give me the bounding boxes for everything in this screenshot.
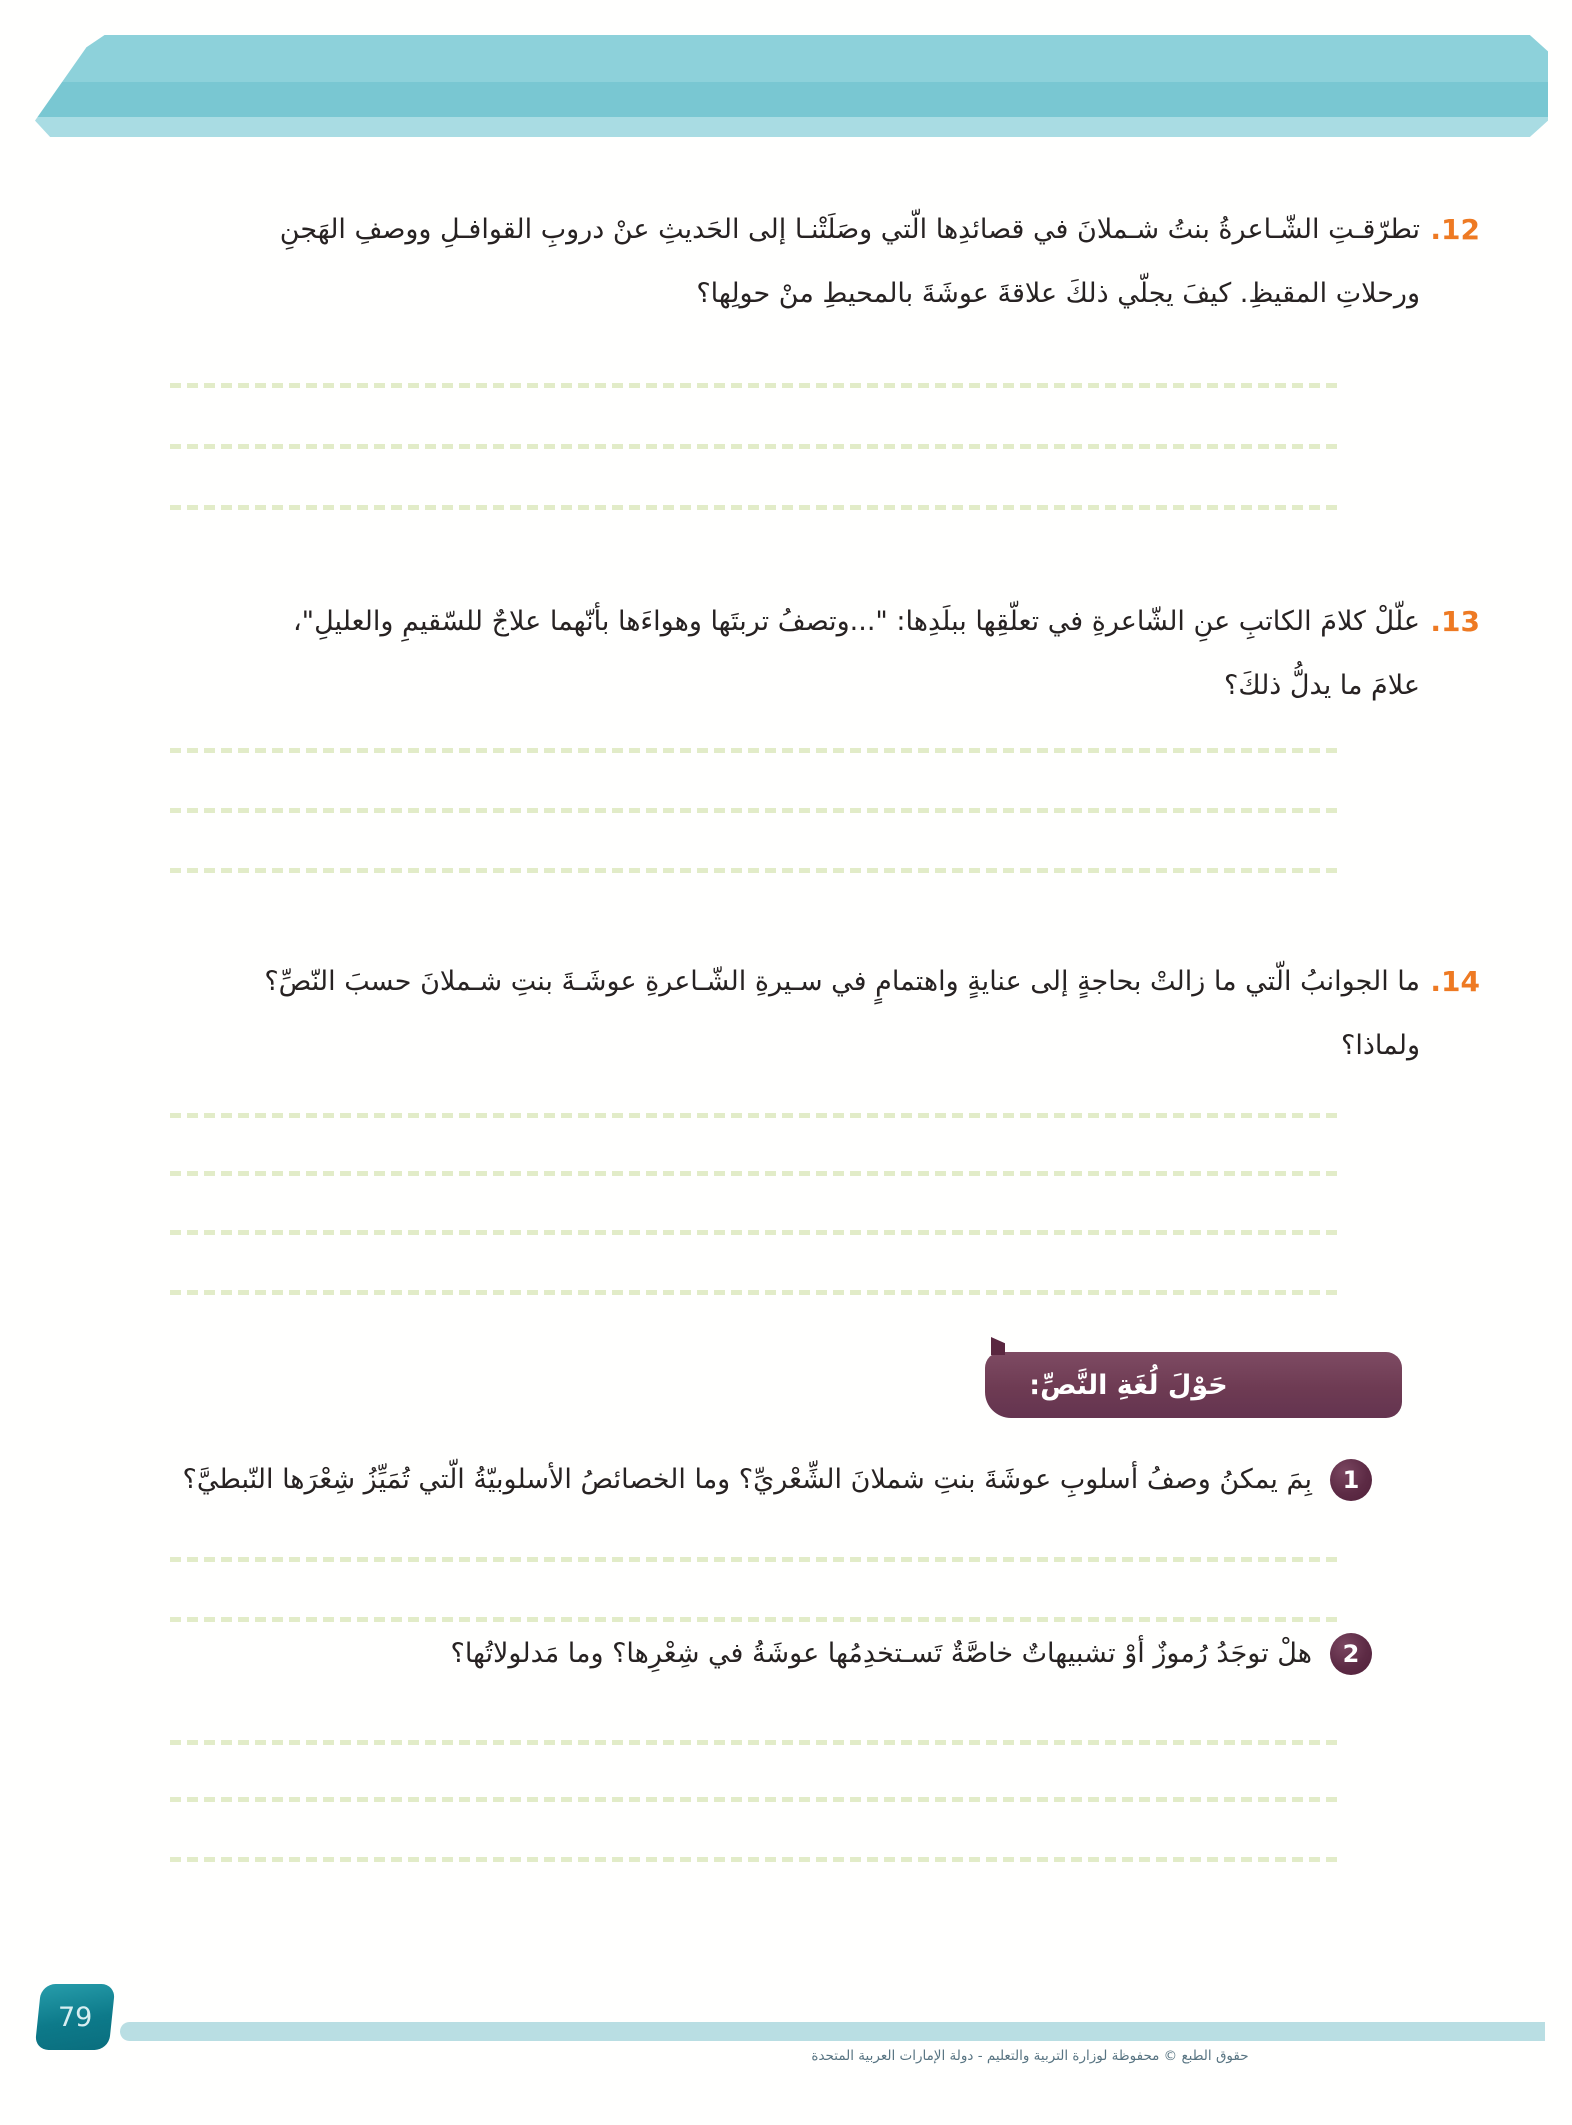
question-2-text: هلْ توجَدُ رُموزٌ أوْ تشبيهاتٌ خاصَّةٌ تَسـتخدِمُها عوشَةُ في شِعْرِها؟ وما مَدلولاتُها؟ — [450, 1638, 1312, 1669]
language-question-2 — [110, 1632, 1372, 1676]
question-2-badge: 2 — [1330, 1633, 1372, 1675]
answer-line — [170, 505, 1337, 510]
answer-line — [170, 808, 1337, 813]
question-1-badge: 1 — [1330, 1459, 1372, 1501]
answer-line — [170, 1230, 1337, 1235]
banner-stripe-bottom — [35, 117, 1548, 137]
banner-back-tab — [977, 1358, 995, 1416]
question-13 — [120, 590, 1480, 718]
copyright-notice: حقوق الطبع © محفوظة لوزارة التربية والتعليم - دولة الإمارات العربية المتحدة — [811, 2048, 1249, 2064]
question-12-number: 12. — [1430, 213, 1480, 246]
answer-line — [170, 1171, 1337, 1176]
question-14 — [120, 950, 1480, 1078]
answer-line — [170, 383, 1337, 388]
header-teal-banner — [35, 35, 1548, 137]
question-13-number: 13. — [1430, 605, 1480, 638]
answer-line — [170, 1113, 1337, 1118]
footer-teal-bar — [120, 2022, 1545, 2041]
banner-ribbon-fold — [991, 1337, 1005, 1355]
banner-stripe-middle — [35, 82, 1548, 117]
answer-line — [170, 444, 1337, 449]
answer-line — [170, 1290, 1337, 1295]
answer-line — [170, 748, 1337, 753]
question-14-text-line-2: ولماذا؟ — [1341, 1030, 1420, 1061]
answer-line — [170, 1740, 1337, 1745]
section-banner-label: حَوْلَ لُغَةِ النَّصِّ: — [1029, 1369, 1228, 1401]
answer-line — [170, 1557, 1337, 1562]
question-13-text-line-2: علامَ ما يدلُّ ذلكَ؟ — [1223, 670, 1420, 701]
section-banner-language-of-text — [985, 1352, 1402, 1418]
answer-line — [170, 1797, 1337, 1802]
question-14-text-line-1: ما الجوانبُ الّتي ما زالتْ بحاجةٍ إلى عنايةٍ واهتمامٍ في سـيرةِ الشّـاعرةِ عوشَـةَ بنتِ شـملانَ حسبَ النّصِّ؟ — [264, 966, 1420, 997]
question-12 — [120, 198, 1480, 326]
question-12-text-line-2: ورحلاتِ المقيظِ. كيفَ يجلّي ذلكَ علاقةَ عوشَةَ بالمحيطِ منْ حولِها؟ — [696, 278, 1420, 309]
answer-line — [170, 1857, 1337, 1862]
banner-stripe-top — [35, 35, 1548, 82]
answer-line — [170, 1617, 1337, 1622]
question-1-text: بِمَ يمكنُ وصفُ أسلوبِ عوشَةَ بنتِ شملانَ الشِّعْريِّ؟ وما الخصائصُ الأسلوبيّةُ الّتي تُمَيِّزُ شِعْرَها النّبطيَّ؟ — [182, 1464, 1312, 1495]
answer-line — [170, 868, 1337, 873]
page-number-box — [35, 1984, 116, 2050]
page-number: 79 — [57, 2001, 93, 2033]
question-13-text-line-1: علّلْ كلامَ الكاتبِ عنِ الشّاعرةِ في تعلّقِها ببلَدِها: "...وتصفُ تربتَها وهواءَها بأنّهما علاجٌ للسّقيمِ والعليلِ"، — [292, 606, 1420, 637]
question-14-number: 14. — [1430, 965, 1480, 998]
question-12-text-line-1: تطرّقـتِ الشّـاعرةُ بنتُ شـملانَ في قصائدِها الّتي وصَلَتْنـا إلى الحَديثِ عنْ دروبِ القوافـلِ ووصفِ الهَجنِ — [279, 214, 1420, 245]
language-question-1 — [110, 1458, 1372, 1502]
